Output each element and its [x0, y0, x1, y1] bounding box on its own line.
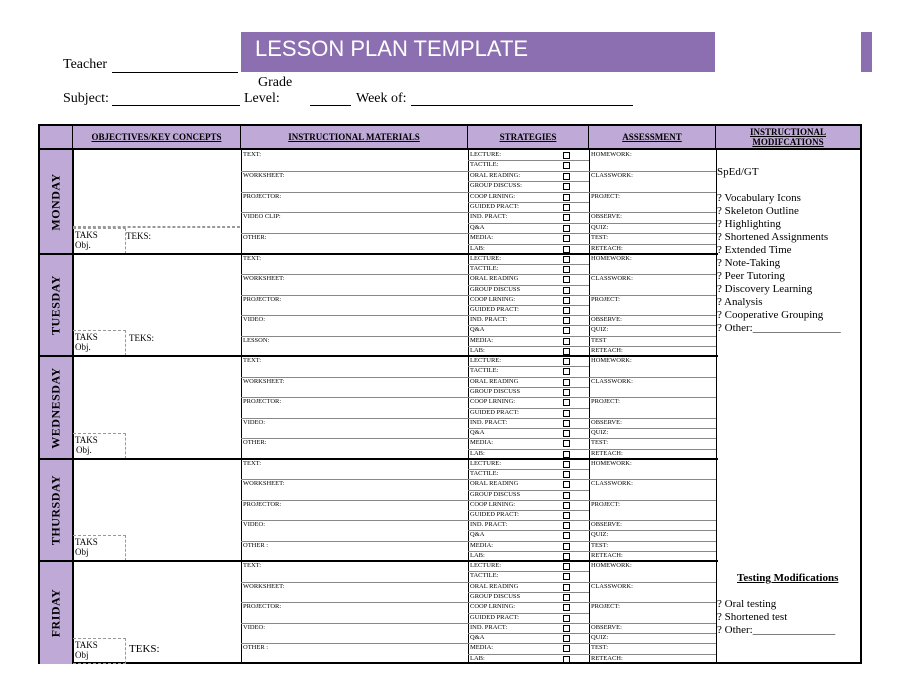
obj-label: Obj. [76, 445, 92, 455]
strategy-checkbox[interactable] [563, 183, 570, 190]
strategy-label: GROUP DISCUSS [470, 592, 521, 600]
strategy-label: ORAL READING [470, 582, 519, 590]
subject-label: Subject: [63, 91, 109, 106]
modification-item: ? Other:________________ [717, 322, 841, 334]
strategy-label: Q&A [470, 531, 485, 539]
strategy-label: GUIDED PRACT: [470, 306, 519, 313]
strategy-checkbox[interactable] [563, 604, 570, 611]
column-divider [716, 150, 717, 664]
taks-label: TAKS [75, 435, 98, 445]
testing-item: ? Oral testing [717, 598, 777, 610]
day-monday: MONDAY [48, 173, 63, 231]
strategy-checkbox[interactable] [563, 358, 570, 365]
teks-label: TEKS: [129, 643, 160, 655]
taks-label: TAKS [75, 640, 98, 650]
strategy-checkbox[interactable] [563, 368, 570, 375]
strategy-row-divider [468, 530, 589, 531]
strategy-checkbox[interactable] [563, 532, 570, 539]
strategy-checkbox[interactable] [563, 594, 570, 601]
strategy-checkbox[interactable] [563, 204, 570, 211]
day-thursday: THURSDAY [48, 474, 63, 546]
strategy-checkbox[interactable] [563, 645, 570, 652]
assessment-label: RETEACH: [591, 551, 623, 559]
strategy-label: COOP LRNING: [470, 500, 516, 508]
materials-label: TEXT: [243, 255, 262, 262]
strategy-label: GROUP DISCUSS [470, 490, 521, 498]
materials-row-divider [241, 541, 468, 542]
strategy-label: LAB: [470, 244, 485, 252]
strategy-row-divider [468, 346, 589, 347]
modifications-header: INSTRUCTIONAL MODIFCATIONS [716, 126, 860, 150]
strategy-label: COOP LRNING: [470, 398, 516, 406]
taks-label: TAKS [75, 332, 98, 342]
strategy-label: ORAL READING [470, 480, 519, 488]
materials-label: VIDEO CLIP: [243, 213, 281, 221]
strategy-checkbox[interactable] [563, 225, 570, 232]
assessment-row-divider [589, 541, 716, 542]
materials-label: VIDEO: [243, 521, 266, 529]
assessment-label: CLASSWORK: [591, 275, 633, 283]
strategy-label: GROUP DISCUSS: [470, 182, 522, 190]
strategy-checkbox[interactable] [563, 276, 570, 283]
assessment-label: QUIZ: [591, 531, 609, 539]
strategy-row-divider [468, 633, 589, 634]
assessment-label: HOMEWORK: [591, 562, 632, 569]
strategy-label: IND. PRACT: [470, 521, 508, 529]
strategy-checkbox[interactable] [563, 327, 570, 334]
lesson-grid [38, 124, 862, 664]
obj-label: Obj [75, 547, 89, 557]
testing-item: ? Shortened test [717, 611, 788, 623]
materials-label: LESSON: [243, 336, 270, 344]
strategy-label: TACTILE: [470, 470, 499, 478]
assessment-label: PROJECT: [591, 500, 620, 508]
teks-label: TEKS: [126, 231, 152, 241]
assessment-row-divider [589, 336, 716, 337]
strategy-label: LECTURE: [470, 357, 502, 364]
strategy-label: ORAL READING [470, 275, 519, 283]
strategy-checkbox[interactable] [563, 399, 570, 406]
strategy-checkbox[interactable] [563, 162, 570, 169]
level-label: Level: [244, 91, 280, 106]
strategy-checkbox[interactable] [563, 553, 570, 560]
materials-label: WORKSHEET: [243, 480, 285, 488]
assessment-label: QUIZ: [591, 223, 609, 231]
materials-label: PROJECTOR: [243, 603, 282, 611]
strategy-checkbox[interactable] [563, 307, 570, 314]
modification-item: ? Note-Taking [717, 257, 781, 269]
column-divider [589, 150, 590, 664]
materials-label: WORKSHEET: [243, 582, 285, 590]
materials-label: PROJECTOR: [243, 192, 282, 200]
teks-label: TEKS: [129, 333, 155, 343]
strategy-label: GUIDED PRACT: [470, 511, 519, 518]
strategy-label: TACTILE: [470, 572, 499, 580]
obj-label: Obj. [75, 240, 91, 250]
strategy-label: COOP LRNING: [470, 603, 516, 611]
strategy-label: ORAL READING [470, 377, 519, 385]
strategy-label: Q&A [470, 223, 485, 231]
strategy-checkbox[interactable] [563, 492, 570, 499]
assessment-label: HOMEWORK: [591, 460, 632, 467]
testing-heading: Testing Modifications [737, 572, 839, 584]
strategy-label: TACTILE: [470, 367, 499, 375]
materials-label: TEXT: [243, 562, 262, 569]
strategy-checkbox[interactable] [563, 656, 570, 663]
strategy-checkbox[interactable] [563, 420, 570, 427]
materials-label: WORKSHEET: [243, 171, 285, 179]
strategy-row-divider [468, 223, 589, 224]
materials-row-divider [241, 643, 468, 644]
modification-list [717, 192, 841, 335]
materials-label: TEXT: [243, 357, 262, 364]
week-label: Week of: [356, 91, 407, 106]
strategy-checkbox[interactable] [563, 173, 570, 180]
assessment-label: TEST: [591, 439, 609, 447]
assessment-label: CLASSWORK: [591, 171, 633, 179]
materials-label: OTHER : [243, 644, 269, 652]
obj-label: Obj. [75, 342, 91, 352]
testing-list [717, 598, 835, 637]
strategy-checkbox[interactable] [563, 194, 570, 201]
assessment-label: CLASSWORK: [591, 480, 633, 488]
strategy-checkbox[interactable] [563, 430, 570, 437]
assessment-label: PROJECT: [591, 398, 620, 406]
assessment-label: OBSERVE: [591, 316, 622, 324]
objectives-header: OBJECTIVES/KEY CONCEPTS [73, 126, 241, 150]
strategy-checkbox[interactable] [563, 348, 570, 355]
strategy-row-divider [468, 244, 589, 245]
taks-label: TAKS [75, 537, 98, 547]
strategy-label: Q&A [470, 429, 485, 437]
materials-label: VIDEO: [243, 623, 266, 631]
strategies-header: STRATEGIES [468, 126, 589, 150]
assessment-label: PROJECT: [591, 603, 620, 611]
testing-item: ? Other:_______________ [717, 624, 836, 636]
strategy-checkbox[interactable] [563, 235, 570, 242]
modification-item: ? Shortened Assignments [717, 231, 829, 243]
assessment-label: RETEACH: [591, 449, 623, 457]
day-label-cell [40, 356, 73, 459]
strategy-label: ORAL READING: [470, 171, 521, 179]
strategy-checkbox[interactable] [563, 256, 570, 263]
strategy-checkbox[interactable] [563, 389, 570, 396]
strategy-checkbox[interactable] [563, 287, 570, 294]
strategy-label: IND. PRACT: [470, 316, 508, 324]
day-friday: FRIDAY [48, 588, 63, 637]
strategy-row-divider [468, 428, 589, 429]
modification-item: ? Analysis [717, 296, 763, 308]
assessment-label: OBSERVE: [591, 213, 622, 221]
strategy-label: COOP LRNING: [470, 295, 516, 303]
strategy-checkbox[interactable] [563, 246, 570, 253]
week-field[interactable] [411, 105, 633, 106]
strategy-checkbox[interactable] [563, 152, 570, 159]
strategy-label: GROUP DISCUSS [470, 285, 521, 293]
sped-heading: SpEd/GT [717, 166, 759, 178]
strategy-label: MEDIA: [470, 336, 494, 344]
assessment-header: ASSESSMENT [589, 126, 716, 150]
modification-item: ? Discovery Learning [717, 283, 813, 295]
materials-row-divider [241, 438, 468, 439]
strategy-checkbox[interactable] [563, 471, 570, 478]
strategy-checkbox[interactable] [563, 297, 570, 304]
strategy-label: LAB: [470, 654, 485, 662]
strategy-checkbox[interactable] [563, 502, 570, 509]
assessment-row-divider [589, 643, 716, 644]
strategy-label: GUIDED PRACT: [470, 203, 519, 210]
strategy-label: GUIDED PRACT: [470, 613, 519, 621]
teacher-field[interactable] [112, 72, 238, 73]
assessment-label: QUIZ: [591, 429, 609, 437]
materials-header: INSTRUCTIONAL MATERIALS [241, 126, 468, 150]
assessment-label: CLASSWORK: [591, 377, 633, 385]
assessment-label: RETEACH: [591, 244, 623, 252]
strategy-label: LAB: [470, 551, 485, 559]
modification-item: ? Vocabulary Icons [717, 192, 801, 204]
decorative-block [861, 32, 872, 72]
strategy-label: LECTURE: [470, 151, 502, 158]
assessment-label: CLASSWORK: [591, 582, 633, 590]
strategy-checkbox[interactable] [563, 615, 570, 622]
strategy-checkbox[interactable] [563, 338, 570, 345]
materials-label: OTHER: [243, 439, 267, 447]
obj-label: Obj [75, 650, 89, 660]
materials-label: VIDEO: [243, 316, 266, 324]
day-label-cell [40, 150, 73, 254]
assessment-label: HOMEWORK: [591, 255, 632, 262]
strategy-checkbox[interactable] [563, 266, 570, 273]
modification-item: ? Extended Time [717, 244, 792, 256]
strategy-label: IND. PRACT: [470, 418, 508, 426]
materials-label: WORKSHEET: [243, 377, 285, 385]
strategy-checkbox[interactable] [563, 512, 570, 519]
taks-label: TAKS [75, 230, 98, 240]
day-wednesday: WEDNESDAY [48, 366, 63, 449]
assessment-row-divider [589, 438, 716, 439]
strategy-label: LECTURE: [470, 255, 502, 262]
strategy-checkbox[interactable] [563, 451, 570, 458]
strategy-checkbox[interactable] [563, 625, 570, 632]
assessment-row-divider [589, 233, 716, 234]
strategy-checkbox[interactable] [563, 317, 570, 324]
corner-header [40, 126, 73, 150]
materials-label: TEXT: [243, 460, 262, 467]
strategy-checkbox[interactable] [563, 584, 570, 591]
strategy-label: MEDIA: [470, 234, 494, 242]
day-tuesday: TUESDAY [48, 275, 63, 335]
materials-label: PROJECTOR: [243, 398, 282, 406]
strategy-checkbox[interactable] [563, 573, 570, 580]
assessment-label: HOMEWORK: [591, 151, 632, 158]
column-divider [241, 150, 242, 664]
materials-label: OTHER: [243, 234, 267, 242]
strategy-row-divider [468, 449, 589, 450]
strategy-checkbox[interactable] [563, 635, 570, 642]
strategy-label: LECTURE: [470, 562, 502, 569]
obj-divider [73, 226, 240, 228]
level-field[interactable] [310, 105, 351, 106]
strategy-label: LAB: [470, 449, 485, 457]
materials-label: PROJECTOR: [243, 500, 282, 508]
strategy-row-divider [468, 551, 589, 552]
materials-label: VIDEO: [243, 418, 266, 426]
materials-label: WORKSHEET: [243, 275, 285, 283]
strategy-checkbox[interactable] [563, 410, 570, 417]
teacher-label: Teacher [63, 57, 108, 72]
assessment-label: HOMEWORK: [591, 357, 632, 364]
modification-item: ? Cooperative Grouping [717, 309, 824, 321]
materials-label: TEXT: [243, 151, 262, 158]
materials-row-divider [241, 336, 468, 337]
strategy-checkbox[interactable] [563, 440, 570, 447]
assessment-label: OBSERVE: [591, 623, 622, 631]
strategy-label: MEDIA: [470, 541, 494, 549]
day-label-cell [40, 254, 73, 356]
strategy-label: MEDIA: [470, 644, 494, 652]
strategy-row-divider [468, 654, 589, 655]
assessment-label: OBSERVE: [591, 418, 622, 426]
strategy-checkbox[interactable] [563, 214, 570, 221]
strategy-label: LECTURE: [470, 460, 502, 467]
day-label-cell [40, 561, 73, 664]
assessment-label: PROJECT: [591, 192, 620, 200]
strategy-label: GUIDED PRACT: [470, 408, 519, 416]
grade-label: Grade [258, 75, 293, 90]
materials-label: OTHER : [243, 541, 269, 549]
strategy-label: LAB: [470, 346, 485, 354]
assessment-label: TEST: [591, 541, 609, 549]
strategy-label: IND. PRACT: [470, 623, 508, 631]
assessment-label: TEST: [591, 644, 609, 652]
assessment-label: OBSERVE: [591, 521, 622, 529]
strategy-label: TACTILE: [470, 265, 499, 273]
modification-item: ? Skeleton Outline [717, 205, 799, 217]
materials-row-divider [241, 315, 468, 316]
strategy-label: IND. PRACT: [470, 213, 508, 221]
assessment-label: QUIZ: [591, 326, 609, 334]
assessment-label: TEST [591, 336, 607, 344]
strategy-label: MEDIA: [470, 439, 494, 447]
strategy-label: GROUP DISCUSS [470, 387, 521, 395]
assessment-label: TEST: [591, 234, 609, 242]
strategy-label: Q&A [470, 634, 485, 642]
materials-row-divider [241, 418, 468, 419]
strategy-label: Q&A [470, 326, 485, 334]
strategy-row-divider [468, 325, 589, 326]
assessment-label: QUIZ: [591, 634, 609, 642]
strategy-checkbox[interactable] [563, 481, 570, 488]
strategy-checkbox[interactable] [563, 461, 570, 468]
materials-row-divider [241, 623, 468, 624]
materials-row-divider [241, 233, 468, 234]
modification-item: ? Highlighting [717, 218, 781, 230]
subject-field[interactable] [112, 105, 240, 106]
strategy-checkbox[interactable] [563, 379, 570, 386]
strategy-checkbox[interactable] [563, 543, 570, 550]
page-title: LESSON PLAN TEMPLATE [241, 32, 715, 72]
assessment-label: RETEACH: [591, 346, 623, 354]
materials-label: PROJECTOR: [243, 295, 282, 303]
modification-item: ? Peer Tutoring [717, 270, 785, 282]
day-label-cell [40, 459, 73, 561]
assessment-label: RETEACH: [591, 654, 623, 662]
assessment-label: PROJECT: [591, 295, 620, 303]
strategy-label: COOP LRNING: [470, 192, 516, 200]
strategy-checkbox[interactable] [563, 563, 570, 570]
strategy-checkbox[interactable] [563, 522, 570, 529]
strategy-label: TACTILE: [470, 161, 499, 169]
materials-row-divider [241, 520, 468, 521]
